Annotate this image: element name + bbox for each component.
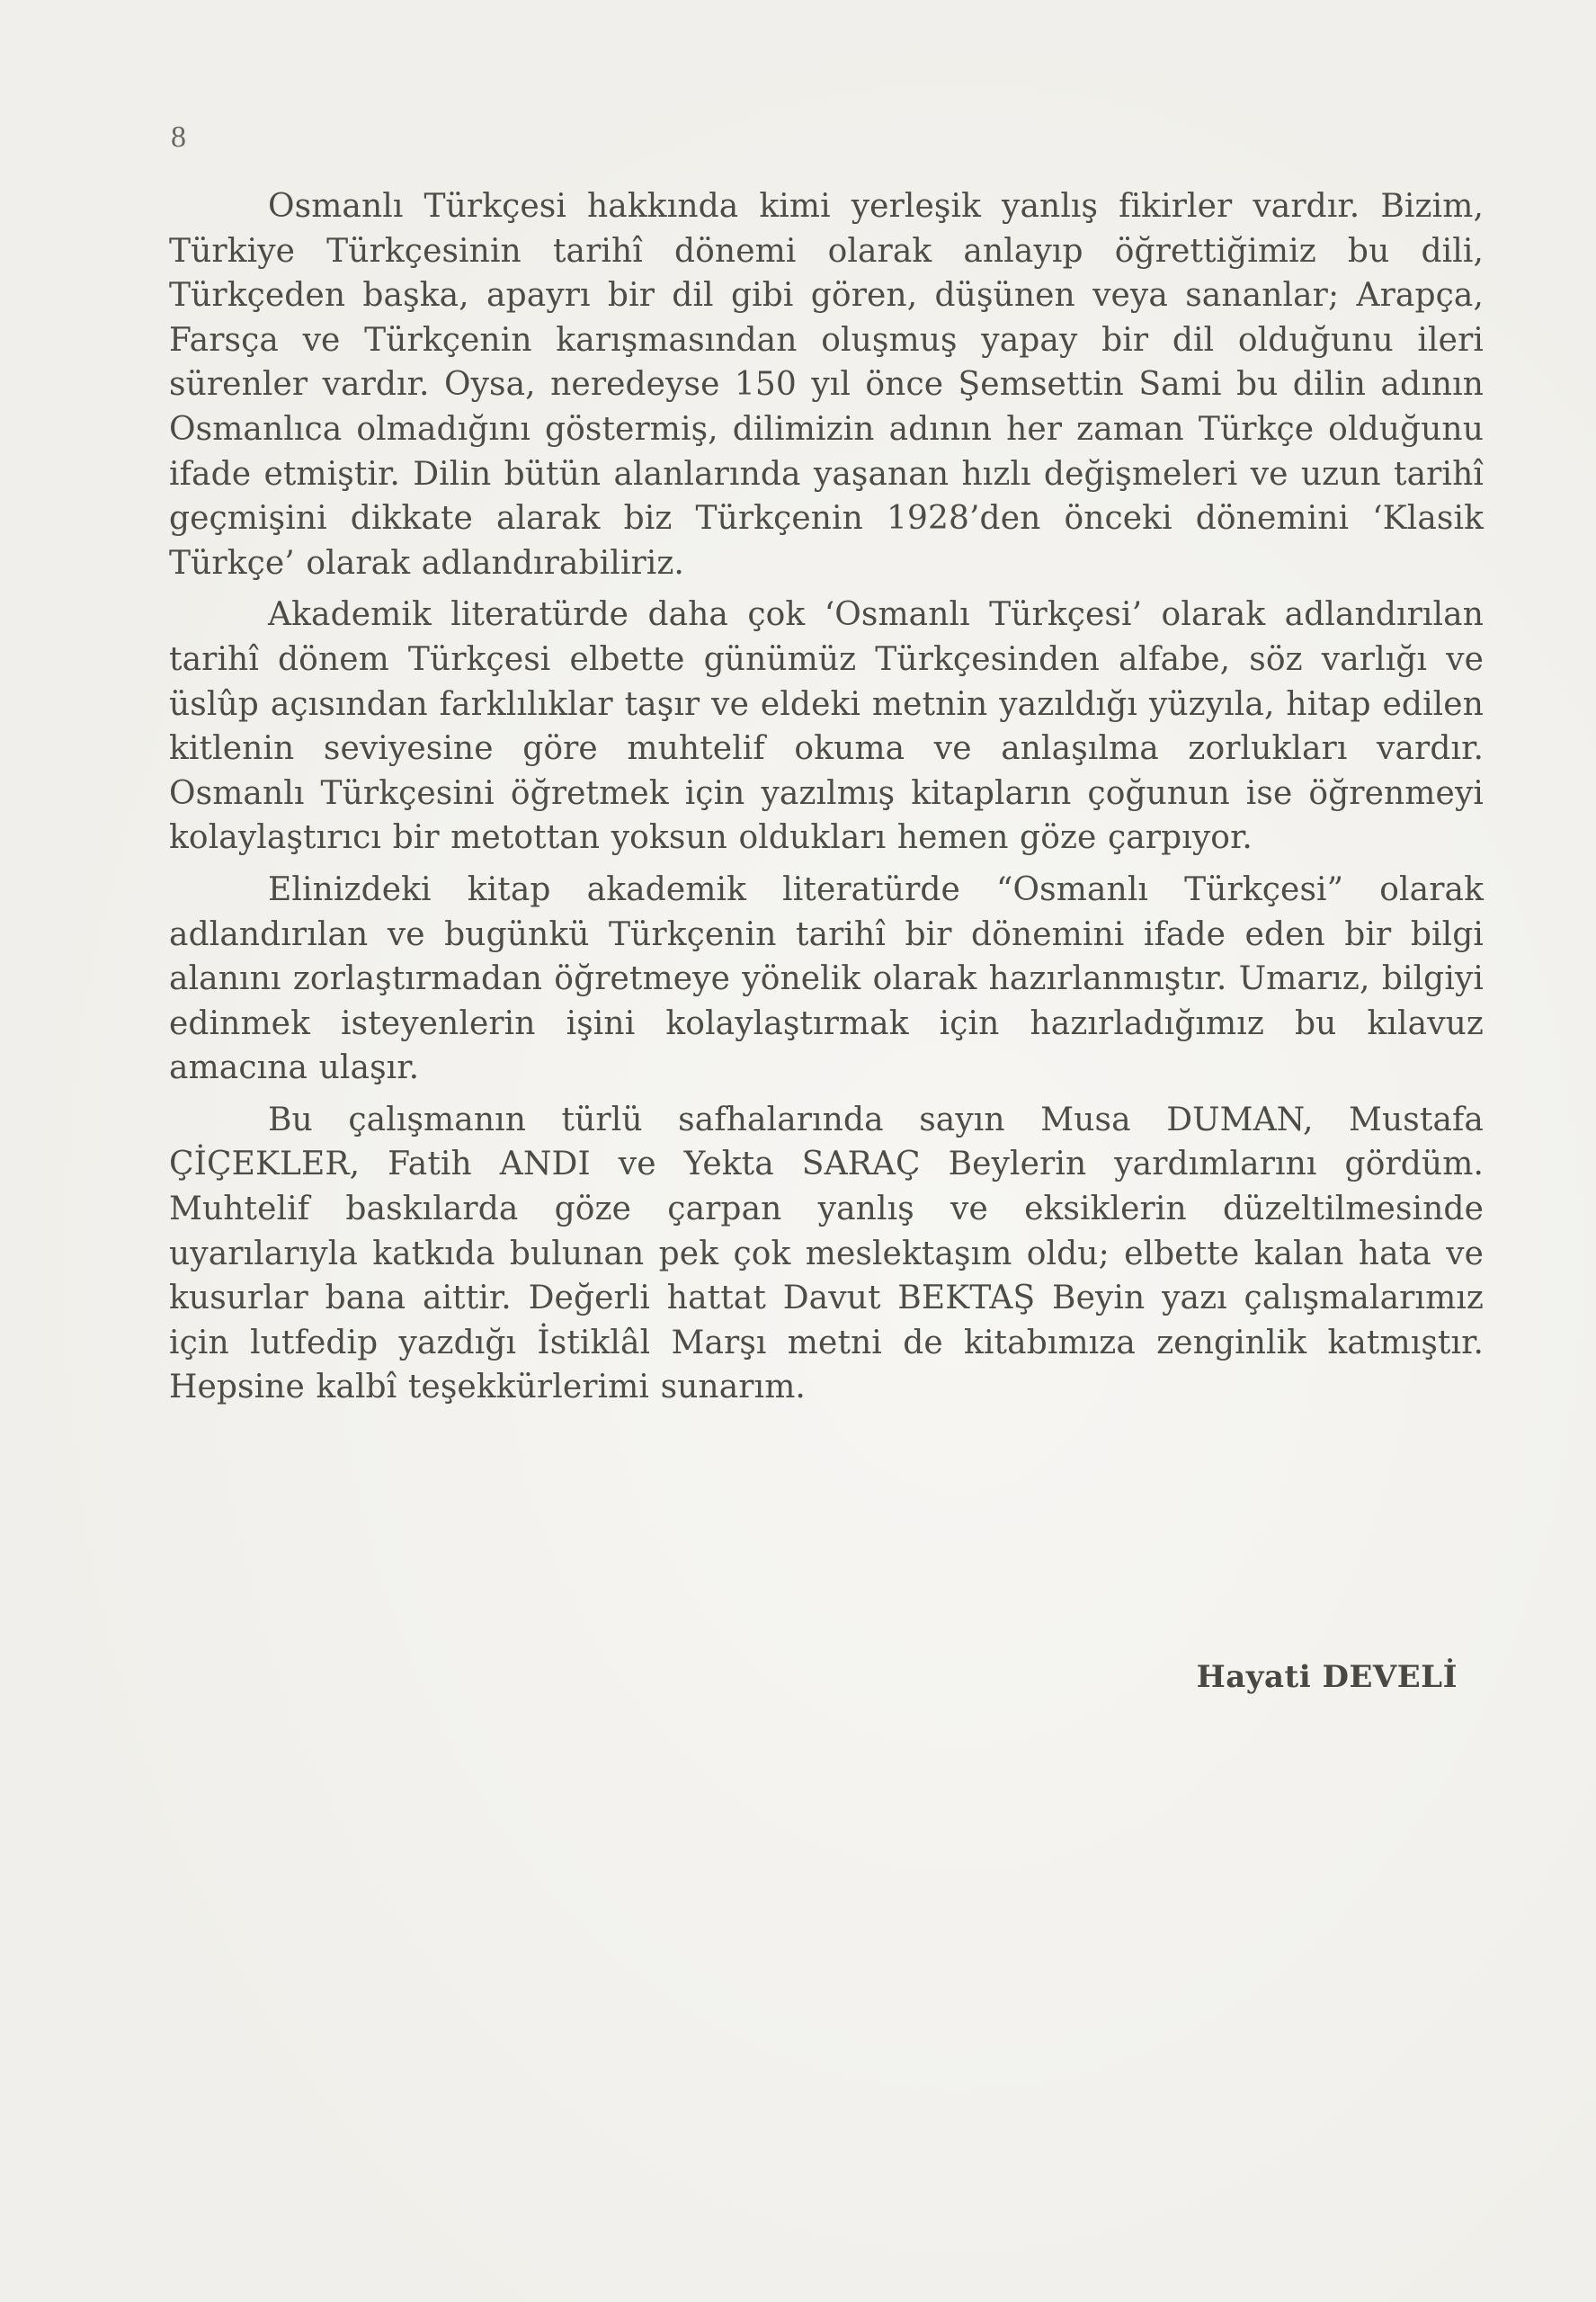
paragraph-1: Osmanlı Türkçesi hakkında kimi yerleşik yanlış fikirler vardır. Bizim, Türkiye Türkçesinin tarihî dönemi olarak anlayıp öğrettiğimiz bu dili, Türkçeden başka, apayrı bir dil gibi gören, düşünen veya sananlar; Arapça, Farsça ve Türkçenin karışmasından oluşmuş yapay bir dil olduğunu ileri sürenler vardır. Oysa, neredeyse 150 yıl önce Şemsettin Sami bu dilin adının Osmanlıca olmadığını göstermiş, dilimizin adının her zaman Türkçe olduğunu ifade etmiştir. Dilin bütün alanlarında yaşanan hızlı değişmeleri ve uzun tarihî geçmişini dikkate alarak biz Türkçenin 1928’den önceki dönemini ‘Klasik Türkçe’ olarak adlandırabiliriz. bbox=[169, 188, 1484, 582]
page-number: 8 bbox=[171, 120, 186, 154]
author-signature: Hayati DEVELİ bbox=[1196, 1659, 1458, 1695]
paragraph-3: Elinizdeki kitap akademik literatürde “Osmanlı Türkçesi” olarak adlandırılan ve bugünkü Türkçenin tarihî bir dönemini ifade eden bir bilgi alanını zorlaştırmadan öğretmeye yönelik olarak hazırlanmıştır. Umarız, bilgiyi edinmek isteyenlerin işini kolaylaştırmak için hazırladığımız bu kılavuz amacına ulaşır. bbox=[169, 870, 1484, 1087]
paragraph-4: Bu çalışmanın türlü safhalarında sayın Musa DUMAN, Mustafa ÇİÇEKLER, Fatih ANDI ve Yekta SARAÇ Beylerin yardımlarını gördüm. Muhtelif baskılarda göze çarpan yanlış ve eksiklerin düzeltilmesinde uyarılarıyla katkıda bulunan pek çok meslektaşım oldu; elbette kalan hata ve kusurlar bana aittir. Değerli hattat Davut BEKTAŞ Beyin yazı çalışmalarımız için lutfedip yazdığı İstiklâl Marşı metni de kitabımıza zenginlik katmıştır. Hepsine kalbî teşekkürlerimi sunarım. bbox=[169, 1101, 1484, 1406]
paragraph-2: Akademik literatürde daha çok ‘Osmanlı Türkçesi’ olarak adlandırılan tarihî dönem Türkçesi elbette günümüz Türkçesinden alfabe, söz varlığı ve üslûp açısından farklılıklar taşır ve eldeki metnin yazıldığı yüzyıla, hitap edilen kitlenin seviyesine göre muhtelif okuma ve anlaşılma zorlukları vardır. Osmanlı Türkçesini öğretmek için yazılmış kitapların çoğunun ise öğrenmeyi kolaylaştırıcı bir metottan yoksun oldukları hemen göze çarpıyor. bbox=[169, 596, 1484, 857]
body-text bbox=[169, 184, 1484, 1417]
